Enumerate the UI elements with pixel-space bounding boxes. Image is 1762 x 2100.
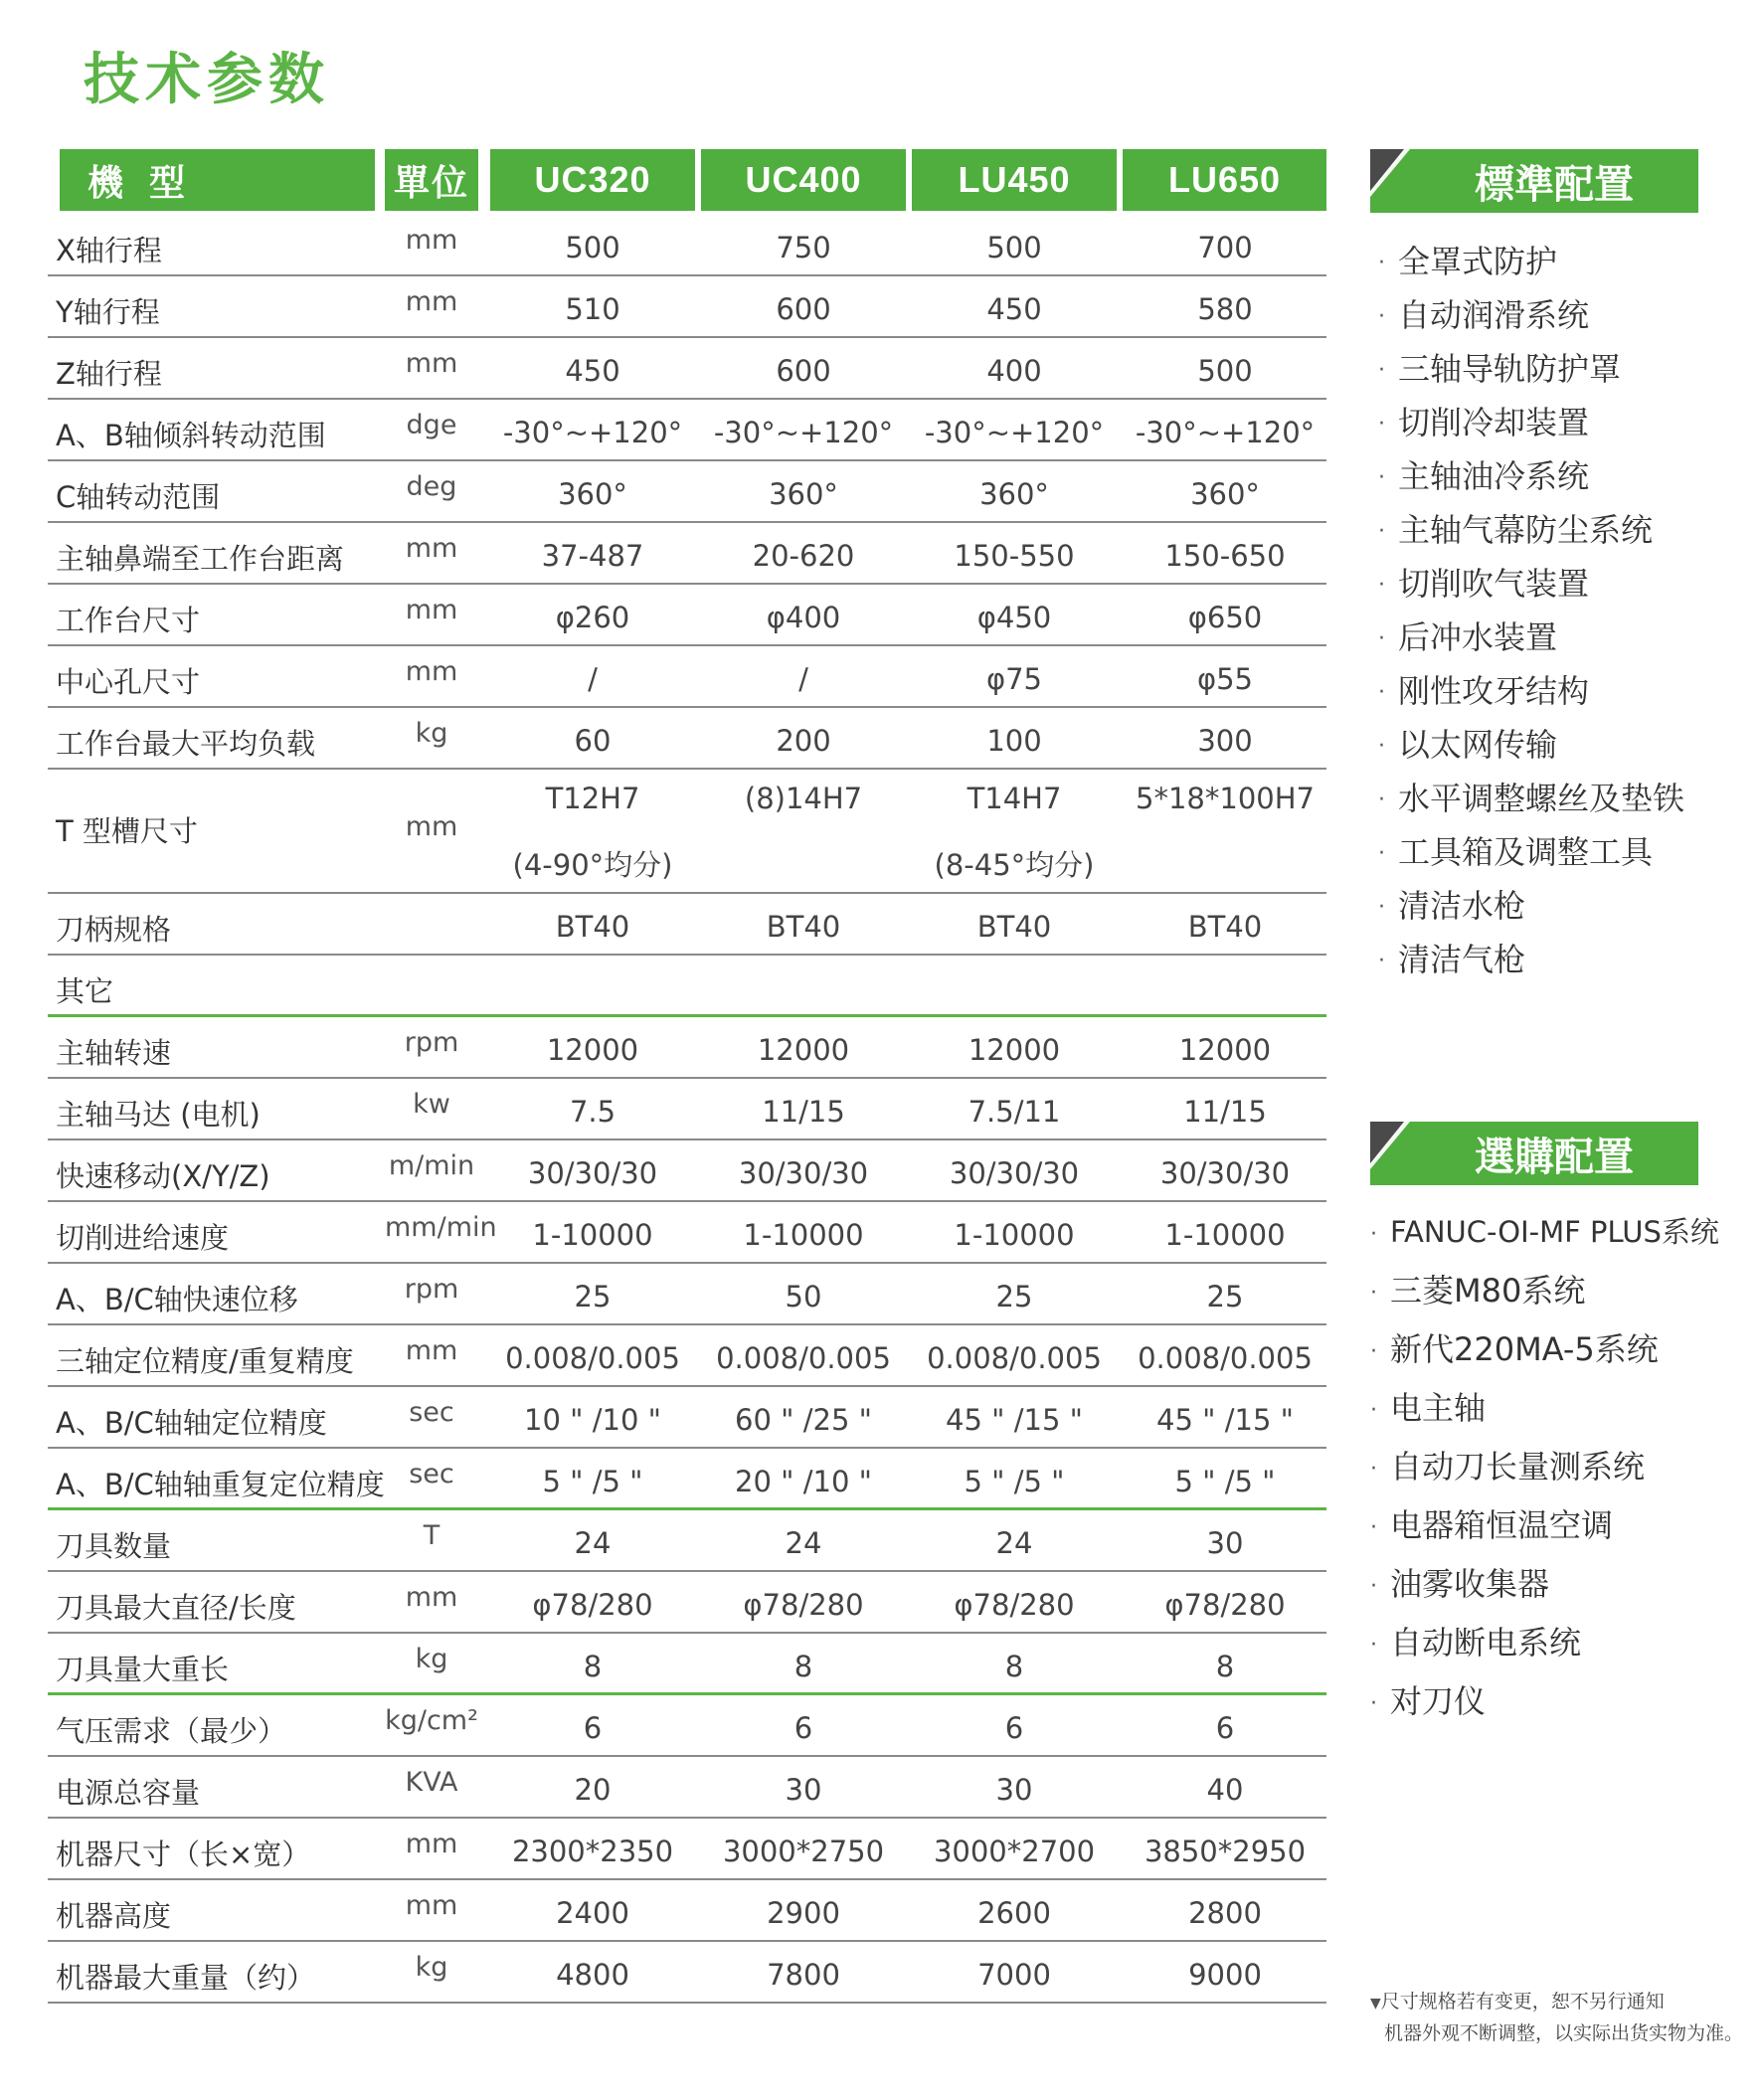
- standard-config-item: [1370, 664, 1698, 718]
- bullet-dot-icon: ·: [1378, 573, 1385, 598]
- spec-value: 360°: [558, 477, 627, 511]
- footnote-line-1: 尺寸规格若有变更，恕不另行通知: [1380, 1991, 1665, 2012]
- spec-row-label: 电源总容量: [56, 1776, 201, 1810]
- spec-value: 11/15: [762, 1095, 845, 1129]
- spec-value: 150-650: [1164, 539, 1286, 573]
- spec-row-label: 刀具数量: [56, 1529, 172, 1563]
- spec-value: 5*18*100H7: [1136, 782, 1315, 815]
- spec-row-unit: mm: [405, 656, 458, 687]
- footnote: [1370, 1987, 1743, 2048]
- spec-value: 30/30/30: [1159, 1156, 1291, 1190]
- spec-row: [48, 1880, 1326, 1942]
- standard-config-item-label: 以太网传输: [1398, 726, 1558, 764]
- header-model-uc320: UC320: [490, 149, 695, 211]
- spec-row-unit: kg/cm²: [385, 1705, 478, 1736]
- optional-config-title: 選購配置: [1475, 1133, 1634, 1180]
- spec-row-label: 其它: [56, 974, 114, 1008]
- standard-config-item: [1370, 772, 1698, 825]
- spec-row: [48, 1449, 1326, 1510]
- standard-config-item: [1370, 879, 1698, 933]
- standard-config-item-label: 主轴油冷系统: [1398, 457, 1590, 495]
- spec-value: 30: [995, 1773, 1033, 1807]
- standard-config-item: [1370, 557, 1698, 611]
- optional-config-item: [1370, 1496, 1698, 1555]
- bullet-dot-icon: ·: [1370, 1632, 1377, 1658]
- spec-value: 2400: [556, 1896, 629, 1930]
- optional-config-item-label: 对刀仪: [1390, 1682, 1487, 1720]
- optional-config-item: [1370, 1379, 1698, 1438]
- page-title: 技术参数: [84, 47, 330, 112]
- standard-config-item-label: 切削冷却装置: [1398, 404, 1590, 441]
- spec-row-label: 机器高度: [56, 1899, 172, 1933]
- spec-value: 360°: [769, 477, 838, 511]
- spec-value: 45 " /15 ": [1156, 1403, 1294, 1437]
- optional-config-item-label: 自动刀长量测系统: [1390, 1448, 1646, 1486]
- spec-value: 20: [574, 1773, 612, 1807]
- optional-config-item: [1370, 1203, 1719, 1262]
- spec-value: 1-10000: [1164, 1218, 1286, 1252]
- spec-row-label: 机器尺寸（长×宽）: [56, 1838, 311, 1871]
- spec-value: 12000: [1178, 1033, 1272, 1067]
- spec-value: 37-487: [541, 539, 644, 573]
- standard-config-item: [1370, 396, 1698, 449]
- bullet-dot-icon: ·: [1370, 1221, 1377, 1247]
- spec-row-unit: mm: [405, 811, 458, 842]
- standard-config-item: [1370, 933, 1698, 986]
- standard-config-item-label: 切削吹气装置: [1398, 565, 1590, 603]
- optional-config-item: [1370, 1320, 1698, 1379]
- spec-row: [48, 708, 1326, 770]
- spec-row: [48, 1202, 1326, 1264]
- spec-value: 30/30/30: [738, 1156, 869, 1190]
- spec-row-label: 三轴定位精度/重复精度: [56, 1344, 354, 1378]
- standard-config-item: [1370, 611, 1698, 664]
- spec-row: [48, 1510, 1326, 1572]
- optional-config-item-label: FANUC-OI-MF PLUS系统: [1390, 1215, 1719, 1249]
- standard-config-item-label: 自动润滑系统: [1398, 296, 1590, 334]
- footnote-line-2: 机器外观不断调整，以实际出货实物为准。: [1384, 2022, 1744, 2044]
- spec-value: 2900: [767, 1896, 840, 1930]
- spec-value: 25: [1206, 1280, 1244, 1313]
- bullet-dot-icon: ·: [1370, 1397, 1377, 1423]
- optional-config-panel: [1370, 1122, 1719, 1731]
- spec-table: [48, 149, 1326, 2004]
- spec-value-secondary: (4-90°均分): [512, 848, 673, 882]
- spec-value: 30/30/30: [949, 1156, 1080, 1190]
- header-model-lu450: LU450: [912, 149, 1117, 211]
- spec-value: 12000: [968, 1033, 1061, 1067]
- spec-value: φ650: [1187, 601, 1263, 634]
- spec-row-label: 主轴马达 (电机): [56, 1098, 261, 1132]
- bullet-dot-icon: ·: [1378, 626, 1385, 651]
- standard-config-list: [1370, 235, 1698, 986]
- spec-row-label: 主轴转速: [56, 1036, 172, 1070]
- spec-value: φ55: [1196, 662, 1254, 696]
- spec-value: 8: [1215, 1650, 1235, 1683]
- standard-config-item-label: 清洁气枪: [1398, 941, 1526, 978]
- spec-row-unit: rpm: [404, 1027, 459, 1058]
- spec-row-label: Z轴行程: [56, 357, 162, 391]
- spec-value: 7000: [977, 1958, 1051, 1992]
- spec-value: 450: [986, 292, 1042, 326]
- bullet-dot-icon: ·: [1378, 949, 1385, 973]
- spec-value: BT40: [555, 910, 630, 944]
- standard-config-item-label: 全罩式防护: [1398, 243, 1558, 280]
- spec-row-label: 刀具量大重长: [56, 1653, 230, 1686]
- spec-value: 5 " /5 ": [964, 1465, 1065, 1498]
- spec-value: BT40: [766, 910, 841, 944]
- spec-row-unit: sec: [409, 1397, 454, 1428]
- standard-config-item: [1370, 449, 1698, 503]
- bullet-dot-icon: ·: [1370, 1690, 1377, 1716]
- header-model-lu650: LU650: [1123, 149, 1326, 211]
- spec-value: T14H7: [967, 782, 1062, 815]
- spec-row: [48, 1819, 1326, 1880]
- spec-value: /: [798, 662, 808, 696]
- spec-value: 3000*2700: [933, 1835, 1096, 1868]
- standard-config-item: [1370, 235, 1698, 288]
- bullet-dot-icon: ·: [1378, 841, 1385, 866]
- spec-value: 30: [1206, 1526, 1244, 1560]
- spec-row: [48, 276, 1326, 338]
- spec-value: φ260: [555, 601, 630, 634]
- spec-row: [48, 400, 1326, 461]
- spec-row-label: A、B/C轴快速位移: [56, 1283, 298, 1316]
- spec-value: 6: [583, 1711, 603, 1745]
- spec-row-label: 机器最大重量（约）: [56, 1961, 316, 1995]
- spec-row-label: T 型槽尺寸: [56, 814, 198, 848]
- spec-value: 1-10000: [743, 1218, 864, 1252]
- spec-row-unit: kg: [415, 1644, 448, 1674]
- spec-row-label: A、B轴倾斜转动范围: [56, 419, 326, 452]
- triangle-bullet-icon: ▼: [1370, 1996, 1381, 2012]
- spec-value: φ450: [976, 601, 1052, 634]
- spec-row: [48, 1017, 1326, 1079]
- spec-row: [48, 770, 1326, 894]
- spec-row-unit: kw: [413, 1089, 450, 1120]
- spec-row: [48, 523, 1326, 585]
- spec-row-unit: kg: [415, 1952, 448, 1983]
- spec-value: φ78/280: [954, 1588, 1075, 1622]
- spec-row: [48, 956, 1326, 1017]
- spec-row-label: 工作台尺寸: [56, 604, 201, 637]
- spec-value: 6: [793, 1711, 813, 1745]
- spec-value: -30°~+120°: [713, 416, 894, 449]
- spec-value: φ78/280: [532, 1588, 653, 1622]
- spec-value: 12000: [757, 1033, 850, 1067]
- spec-value: 360°: [1190, 477, 1260, 511]
- spec-value: BT40: [1187, 910, 1263, 944]
- spec-row-unit: mm: [405, 286, 458, 317]
- header-model-label: 機 型: [60, 149, 375, 211]
- spec-header-row: [48, 149, 1326, 215]
- spec-value: 450: [565, 354, 620, 388]
- spec-row: [48, 1634, 1326, 1695]
- standard-config-item: [1370, 718, 1698, 772]
- spec-row: [48, 894, 1326, 956]
- spec-value: 7800: [767, 1958, 840, 1992]
- spec-value: 5 " /5 ": [542, 1465, 643, 1498]
- spec-row-label: 切削进给速度: [56, 1221, 230, 1255]
- spec-row-unit: mm: [405, 1335, 458, 1366]
- spec-row: [48, 1942, 1326, 2004]
- spec-row: [48, 1757, 1326, 1819]
- spec-value: 4800: [556, 1958, 629, 1992]
- spec-row: [48, 1079, 1326, 1140]
- standard-config-item-label: 三轴导轨防护罩: [1398, 350, 1622, 388]
- spec-value: 25: [574, 1280, 612, 1313]
- spec-value: 30/30/30: [527, 1156, 658, 1190]
- spec-value: 8: [1004, 1650, 1024, 1683]
- bullet-dot-icon: ·: [1370, 1338, 1377, 1364]
- spec-value: 600: [776, 354, 831, 388]
- bullet-dot-icon: ·: [1370, 1514, 1377, 1540]
- standard-config-item-label: 后冲水装置: [1398, 618, 1558, 656]
- spec-value: 30: [785, 1773, 822, 1807]
- slash-decoration-icon: [1370, 149, 1426, 213]
- spec-value: 2300*2350: [511, 1835, 674, 1868]
- spec-value: 6: [1215, 1711, 1235, 1745]
- standard-config-item-label: 刚性攻牙结构: [1398, 672, 1590, 710]
- bullet-dot-icon: ·: [1378, 519, 1385, 544]
- standard-config-item: [1370, 288, 1698, 342]
- spec-row-label: 工作台最大平均负载: [56, 727, 316, 761]
- bullet-dot-icon: ·: [1370, 1280, 1377, 1306]
- spec-value: φ78/280: [743, 1588, 864, 1622]
- spec-value: 7.5: [569, 1095, 617, 1129]
- optional-config-item: [1370, 1438, 1698, 1496]
- bullet-dot-icon: ·: [1378, 412, 1385, 437]
- spec-row-unit: mm: [405, 1582, 458, 1613]
- spec-value: 24: [995, 1526, 1033, 1560]
- spec-value: T12H7: [545, 782, 640, 815]
- spec-row-label: 中心孔尺寸: [56, 665, 201, 699]
- spec-row-unit: mm: [405, 1890, 458, 1921]
- slash-decoration-icon: [1370, 1122, 1426, 1185]
- bullet-dot-icon: ·: [1370, 1456, 1377, 1482]
- spec-value: 40: [1206, 1773, 1244, 1807]
- optional-config-item-label: 三菱M80系统: [1390, 1272, 1586, 1310]
- spec-value: (8)14H7: [744, 782, 863, 815]
- spec-value: φ78/280: [1164, 1588, 1286, 1622]
- spec-value: -30°~+120°: [924, 416, 1105, 449]
- spec-row-unit: KVA: [405, 1767, 458, 1798]
- optional-config-list: [1370, 1203, 1719, 1731]
- optional-config-item: [1370, 1614, 1698, 1672]
- spec-row-unit: T: [423, 1520, 440, 1551]
- spec-value: 0.008/0.005: [1138, 1341, 1313, 1375]
- spec-row-label: 气压需求（最少）: [56, 1714, 287, 1748]
- spec-value: 24: [574, 1526, 612, 1560]
- spec-value: 300: [1197, 724, 1253, 758]
- spec-value: 5 " /5 ": [1174, 1465, 1276, 1498]
- bullet-dot-icon: ·: [1378, 251, 1385, 275]
- standard-config-item-label: 水平调整螺丝及垫铁: [1398, 780, 1685, 817]
- standard-config-item: [1370, 342, 1698, 396]
- spec-row: [48, 215, 1326, 276]
- spec-row-label: A、B/C轴轴定位精度: [56, 1406, 327, 1440]
- spec-value: 50: [785, 1280, 822, 1313]
- spec-value: 9000: [1188, 1958, 1262, 1992]
- spec-value: 510: [565, 292, 620, 326]
- spec-value: 60 " /25 ": [735, 1403, 872, 1437]
- standard-config-item-label: 工具箱及调整工具: [1398, 833, 1654, 871]
- spec-value: φ400: [766, 601, 841, 634]
- spec-row-label: Y轴行程: [56, 295, 160, 329]
- spec-value: 8: [583, 1650, 603, 1683]
- spec-value: -30°~+120°: [502, 416, 683, 449]
- spec-value: 700: [1197, 231, 1253, 264]
- spec-row-unit: mm: [405, 225, 458, 256]
- spec-row-label: 主轴鼻端至工作台距离: [56, 542, 345, 576]
- standard-config-item-label: 主轴气幕防尘系统: [1398, 511, 1654, 549]
- spec-row-unit: mm: [405, 1829, 458, 1859]
- standard-config-panel: [1370, 149, 1698, 986]
- spec-value: 12000: [546, 1033, 639, 1067]
- bullet-dot-icon: ·: [1378, 788, 1385, 812]
- spec-row: [48, 1387, 1326, 1449]
- spec-value: φ75: [985, 662, 1043, 696]
- spec-row: [48, 646, 1326, 708]
- spec-row-label: 快速移动(X/Y/Z): [56, 1159, 270, 1193]
- optional-config-item: [1370, 1555, 1698, 1614]
- bullet-dot-icon: ·: [1378, 358, 1385, 383]
- optional-config-item-label: 新代220MA-5系统: [1390, 1330, 1659, 1368]
- spec-value: 8: [793, 1650, 813, 1683]
- bullet-dot-icon: ·: [1378, 304, 1385, 329]
- spec-value: BT40: [976, 910, 1052, 944]
- spec-row-label: X轴行程: [56, 234, 162, 267]
- spec-value: 60: [574, 724, 612, 758]
- optional-config-item-label: 电器箱恒温空调: [1390, 1506, 1614, 1544]
- optional-config-header: [1370, 1122, 1698, 1185]
- spec-row-unit: deg: [406, 471, 457, 502]
- spec-row-unit: mm: [405, 595, 458, 625]
- spec-value: 100: [986, 724, 1042, 758]
- spec-row: [48, 1572, 1326, 1634]
- spec-row: [48, 1264, 1326, 1325]
- standard-config-header: [1370, 149, 1698, 213]
- spec-value: 11/15: [1183, 1095, 1267, 1129]
- spec-value: 1-10000: [954, 1218, 1075, 1252]
- spec-value: 150-550: [954, 539, 1075, 573]
- spec-value: 2800: [1188, 1896, 1262, 1930]
- spec-value: 0.008/0.005: [927, 1341, 1102, 1375]
- spec-value: 0.008/0.005: [505, 1341, 680, 1375]
- spec-row: [48, 1140, 1326, 1202]
- header-model-uc400: UC400: [701, 149, 906, 211]
- spec-value: 1-10000: [532, 1218, 653, 1252]
- spec-value: 400: [986, 354, 1042, 388]
- spec-value: 200: [776, 724, 831, 758]
- spec-value: 500: [565, 231, 620, 264]
- optional-config-item-label: 电主轴: [1390, 1389, 1487, 1427]
- spec-row-label: C轴转动范围: [56, 480, 221, 514]
- bullet-dot-icon: ·: [1378, 465, 1385, 490]
- optional-config-item: [1370, 1672, 1698, 1731]
- spec-value: 580: [1197, 292, 1253, 326]
- spec-value: 3000*2750: [722, 1835, 885, 1868]
- spec-value: 360°: [979, 477, 1049, 511]
- spec-row-label: A、B/C轴轴重复定位精度: [56, 1468, 385, 1501]
- spec-value: 3850*2950: [1144, 1835, 1307, 1868]
- spec-value: 10 " /10 ": [524, 1403, 661, 1437]
- spec-row-unit: sec: [409, 1459, 454, 1489]
- spec-row-unit: kg: [415, 718, 448, 749]
- spec-row-label: 刀具最大直径/长度: [56, 1591, 296, 1625]
- spec-value: 24: [785, 1526, 822, 1560]
- spec-row-label: 刀柄规格: [56, 913, 172, 947]
- spec-value: 2600: [977, 1896, 1051, 1930]
- spec-value: 500: [1197, 354, 1253, 388]
- optional-config-item: [1370, 1262, 1698, 1320]
- spec-row-unit: m/min: [388, 1150, 475, 1181]
- header-unit-label: 單位: [385, 149, 478, 211]
- spec-value: 600: [776, 292, 831, 326]
- spec-value: /: [588, 662, 598, 696]
- spec-row-unit: dge: [406, 410, 457, 440]
- spec-row-unit: mm/min: [385, 1212, 497, 1243]
- spec-row: [48, 461, 1326, 523]
- standard-config-item: [1370, 825, 1698, 879]
- bullet-dot-icon: ·: [1378, 680, 1385, 705]
- spec-value: -30°~+120°: [1135, 416, 1316, 449]
- spec-row: [48, 1325, 1326, 1387]
- spec-value: 25: [995, 1280, 1033, 1313]
- spec-row: [48, 585, 1326, 646]
- spec-value: 20-620: [752, 539, 855, 573]
- spec-row-unit: mm: [405, 533, 458, 564]
- spec-value-secondary: (8-45°均分): [934, 848, 1095, 882]
- bullet-dot-icon: ·: [1378, 734, 1385, 759]
- spec-value: 6: [1004, 1711, 1024, 1745]
- spec-value: 7.5/11: [968, 1095, 1061, 1129]
- bullet-dot-icon: ·: [1370, 1573, 1377, 1599]
- spec-value: 750: [776, 231, 831, 264]
- bullet-dot-icon: ·: [1378, 895, 1385, 920]
- spec-row-unit: rpm: [404, 1274, 459, 1305]
- standard-config-item-label: 清洁水枪: [1398, 887, 1526, 925]
- standard-config-title: 標準配置: [1475, 160, 1634, 208]
- optional-config-item-label: 自动断电系统: [1390, 1624, 1582, 1662]
- spec-row: [48, 338, 1326, 400]
- spec-row: [48, 1695, 1326, 1757]
- spec-row-unit: mm: [405, 348, 458, 379]
- spec-value: 500: [986, 231, 1042, 264]
- optional-config-item-label: 油雾收集器: [1390, 1565, 1550, 1603]
- spec-value: 20 " /10 ": [735, 1465, 872, 1498]
- standard-config-item: [1370, 503, 1698, 557]
- spec-value: 0.008/0.005: [716, 1341, 891, 1375]
- spec-value: 45 " /15 ": [946, 1403, 1083, 1437]
